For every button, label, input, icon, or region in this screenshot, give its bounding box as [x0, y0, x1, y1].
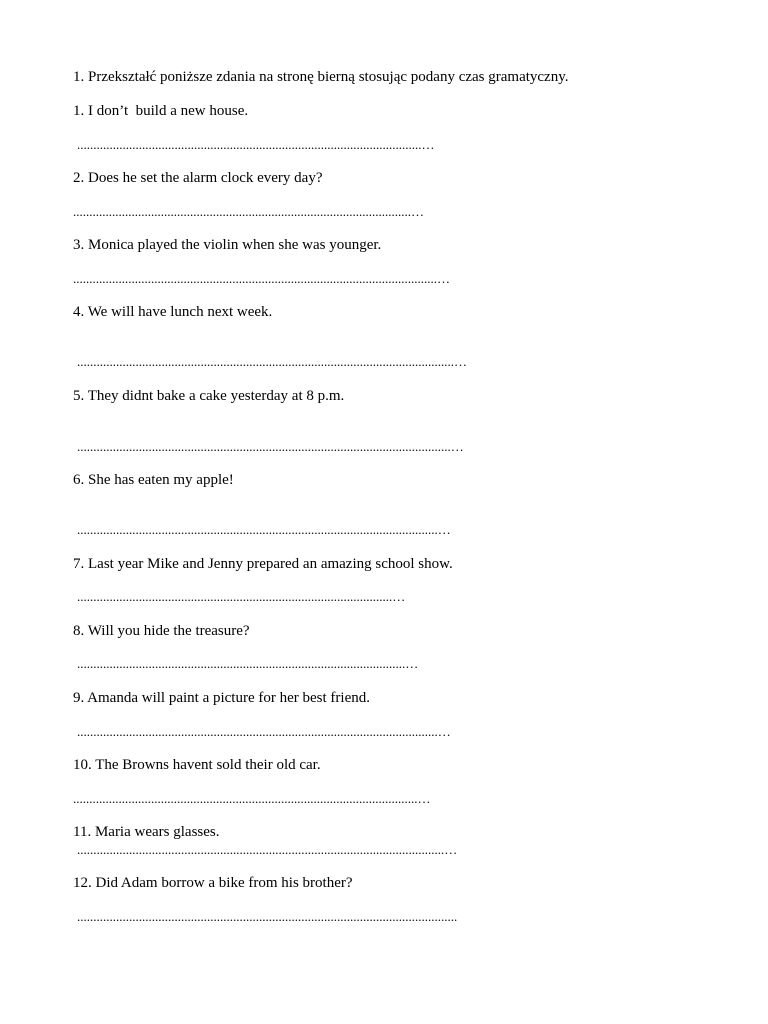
answer-line-10[interactable]: ..........................................................................................................… — [73, 792, 431, 806]
answer-line-3[interactable]: ................................................................................................................… — [73, 272, 450, 286]
sentence-8: 8. Will you hide the treasure? — [73, 623, 250, 639]
answer-line-4[interactable]: ....................................................................................................................… — [77, 355, 467, 369]
sentence-6: 6. She has eaten my apple! — [73, 472, 234, 488]
answer-line-7[interactable]: .................................................................................................… — [77, 590, 406, 604]
sentence-4: 4. We will have lunch next week. — [73, 304, 273, 320]
sentence-9: 9. Amanda will paint a picture for her best friend. — [73, 690, 370, 706]
answer-line-5[interactable]: ...................................................................................................................… — [77, 440, 464, 454]
sentence-1: 1. I don’t build a new house. — [73, 103, 249, 119]
answer-line-8[interactable]: .....................................................................................................… — [77, 657, 419, 671]
answer-line-9[interactable]: ...............................................................................................................… — [77, 725, 451, 739]
exercise-instruction: 1. Przekształć poniższe zdania na stronę bierną stosując podany czas gramatyczny. — [73, 69, 569, 85]
sentence-10: 10. The Browns havent sold their old car. — [73, 757, 321, 773]
sentence-2: 2. Does he set the alarm clock every day? — [73, 170, 323, 186]
answer-line-6[interactable]: ...............................................................................................................… — [77, 523, 451, 537]
answer-line-2[interactable]: ........................................................................................................… — [73, 205, 424, 219]
sentence-7: 7. Last year Mike and Jenny prepared an amazing school show. — [73, 556, 453, 572]
answer-line-12[interactable]: ..................................................................................................................... — [77, 910, 458, 924]
answer-line-1[interactable]: ..........................................................................................................… — [77, 138, 435, 152]
sentence-12: 12. Did Adam borrow a bike from his brother? — [73, 875, 353, 891]
answer-line-11[interactable]: .................................................................................................................… — [77, 843, 458, 857]
sentence-5: 5. They didnt bake a cake yesterday at 8 p.m. — [73, 388, 345, 404]
sentence-11: 11. Maria wears glasses. — [73, 824, 220, 840]
sentence-3: 3. Monica played the violin when she was younger. — [73, 237, 382, 253]
